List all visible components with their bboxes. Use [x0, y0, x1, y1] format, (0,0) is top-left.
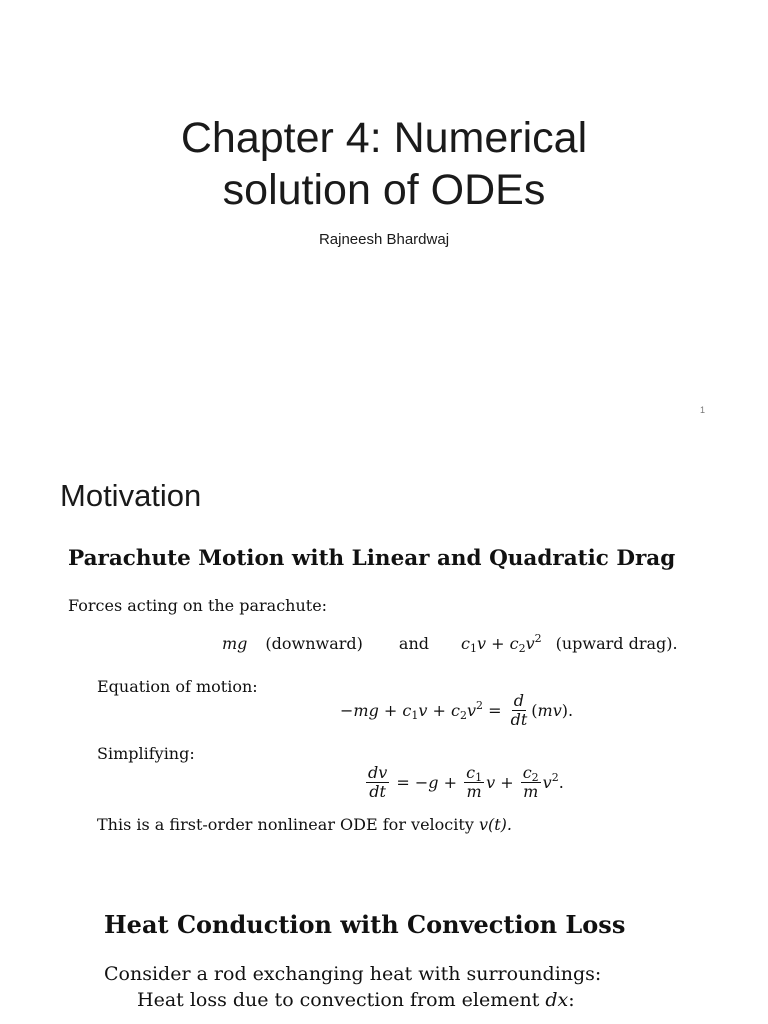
- derivative-fraction: $\frac{d}{dt}$: [510, 691, 528, 729]
- weight-term: mg: [222, 634, 248, 653]
- equation-of-motion-label: Equation of motion:: [97, 677, 258, 696]
- forces-intro-text: Forces acting on the parachute:: [68, 596, 328, 615]
- heat-loss-colon: :: [568, 989, 575, 1011]
- ode-description: [97, 815, 512, 834]
- rod-description: Consider a rod exchanging heat with surroundings:: [104, 963, 602, 985]
- section-title-parachute: Parachute Motion with Linear and Quadratic Drag: [68, 546, 676, 571]
- dv-dt-fraction: $\frac{dv}{dt}$: [368, 763, 388, 801]
- slide-title-line-2: solution of ODEs: [222, 166, 546, 214]
- drag-term: $c_1v + c_2v^2$: [461, 632, 542, 655]
- equation-of-motion: $-mg + c_1v + c_2v^2$ = $\frac{d}{dt}$ (mv).: [340, 691, 574, 729]
- drag-note: (upward drag).: [555, 634, 678, 653]
- ode-description-text: This is a first-order nonlinear ODE for velocity: [97, 815, 474, 834]
- simplified-equation: $\frac{dv}{dt}$ = −g + $\frac{c_1}{m}$ v + $\frac{c_2}{m}$ $v^2$.: [368, 763, 564, 801]
- heat-loss-description: [137, 989, 575, 1011]
- slide-title: [0, 112, 768, 216]
- forces-expression: [222, 634, 678, 653]
- c2-over-m-fraction: $\frac{c_2}{m}$: [522, 763, 539, 801]
- simplifying-label: Simplifying:: [97, 744, 195, 763]
- section-title-heat-conduction: Heat Conduction with Convection Loss: [104, 910, 626, 939]
- page-number: 1: [700, 405, 706, 415]
- element-var: dx: [545, 989, 569, 1011]
- author-name: Rajneesh Bhardwaj: [318, 231, 450, 248]
- slide-title-line-1: Chapter 4: Numerical: [180, 114, 588, 162]
- heat-loss-text: Heat loss due to convection from element: [137, 989, 540, 1011]
- and-word: and: [398, 634, 429, 653]
- c1-over-m-fraction: $\frac{c_1}{m}$: [466, 763, 483, 801]
- slide-heading: Motivation: [60, 478, 202, 513]
- weight-note: (downward): [265, 634, 363, 653]
- velocity-var: v(t).: [478, 815, 512, 834]
